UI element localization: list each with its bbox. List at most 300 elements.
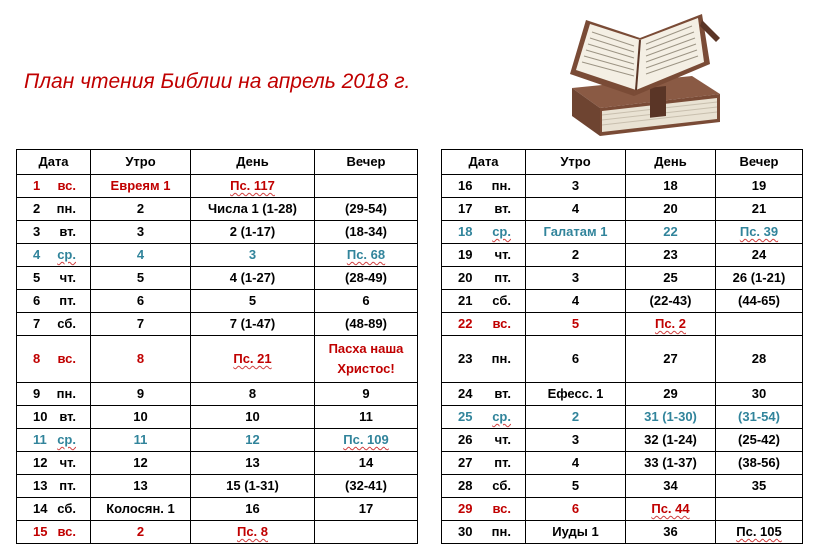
- date-number: 27: [458, 455, 473, 470]
- evening-reading-cell: [716, 244, 803, 267]
- evening-reading-cell: [716, 267, 803, 290]
- morning-reading-cell: [526, 498, 626, 521]
- date-cell: [17, 406, 91, 429]
- evening-reading: 6: [362, 293, 370, 308]
- weekday: пт.: [59, 478, 76, 493]
- evening-reading: (28-49): [345, 270, 387, 285]
- day-reading: 8: [248, 386, 257, 401]
- date-number: 15: [33, 524, 48, 539]
- header-day: День: [626, 150, 716, 175]
- morning-reading: 3: [571, 270, 580, 285]
- date-cell: [17, 221, 91, 244]
- weekday: пт.: [59, 293, 76, 308]
- table-row: [17, 521, 418, 544]
- morning-reading: 6: [571, 351, 580, 366]
- day-reading-cell: [191, 429, 315, 452]
- morning-reading: 3: [571, 432, 580, 447]
- evening-reading: (32-41): [345, 478, 387, 493]
- table-row: [442, 244, 803, 267]
- day-reading: Пс. 8: [236, 524, 269, 539]
- table-row: [17, 313, 418, 336]
- evening-reading-cell: [315, 336, 418, 383]
- morning-reading: 12: [133, 455, 148, 470]
- evening-reading-cell: [716, 313, 803, 336]
- table-row: [442, 221, 803, 244]
- date-number: 13: [33, 478, 48, 493]
- morning-reading-cell: [526, 198, 626, 221]
- day-reading: 5: [248, 293, 257, 308]
- morning-reading-cell: [91, 267, 191, 290]
- table-row: [17, 452, 418, 475]
- morning-reading-cell: [526, 244, 626, 267]
- table-row: [442, 175, 803, 198]
- weekday: чт.: [494, 432, 511, 447]
- evening-reading: Пасха наша Христос!: [328, 341, 404, 376]
- morning-reading: 3: [136, 224, 145, 239]
- morning-reading-cell: [526, 383, 626, 406]
- date-cell: [442, 290, 526, 313]
- header-day: День: [191, 150, 315, 175]
- header-date: Дата: [442, 150, 526, 175]
- table-row: [17, 406, 418, 429]
- morning-reading: Галатам 1: [543, 224, 608, 239]
- morning-reading-cell: [91, 290, 191, 313]
- day-reading: 18: [663, 178, 678, 193]
- date-number: 6: [33, 293, 41, 308]
- date-cell: [17, 498, 91, 521]
- morning-reading: Иуды 1: [552, 524, 599, 539]
- day-reading-cell: [191, 313, 315, 336]
- evening-reading: 26 (1-21): [732, 270, 786, 285]
- evening-reading-cell: [315, 267, 418, 290]
- evening-reading-cell: [315, 244, 418, 267]
- date-number: 25: [458, 409, 473, 424]
- table-row: [442, 406, 803, 429]
- evening-reading: 24: [751, 247, 767, 262]
- evening-reading-cell: [716, 198, 803, 221]
- morning-reading-cell: [91, 221, 191, 244]
- date-number: 29: [458, 501, 473, 516]
- morning-reading-cell: [91, 198, 191, 221]
- day-reading: 12: [245, 432, 260, 447]
- table-row: [17, 290, 418, 313]
- morning-reading: Евреям 1: [110, 178, 171, 193]
- date-number: 11: [33, 432, 47, 447]
- date-cell: [442, 383, 526, 406]
- date-cell: [17, 452, 91, 475]
- date-number: 19: [458, 247, 473, 262]
- evening-reading-cell: [315, 313, 418, 336]
- date-cell: [442, 198, 526, 221]
- weekday: чт.: [494, 247, 511, 262]
- day-reading: 16: [245, 501, 260, 516]
- morning-reading: 2: [136, 524, 145, 539]
- header-morning: Утро: [91, 150, 191, 175]
- evening-reading-cell: [716, 406, 803, 429]
- day-reading-cell: [191, 452, 315, 475]
- evening-reading-cell: [716, 475, 803, 498]
- evening-reading-cell: [716, 221, 803, 244]
- date-number: 30: [458, 524, 473, 539]
- date-number: 23: [458, 351, 473, 366]
- date-cell: [442, 244, 526, 267]
- evening-reading: (25-42): [738, 432, 780, 447]
- weekday: сб.: [57, 501, 76, 516]
- reading-table-left: [16, 149, 418, 544]
- morning-reading: 4: [136, 247, 145, 262]
- table-row: [17, 244, 418, 267]
- page-title: План чтения Библии на апрель 2018 г.: [24, 70, 411, 93]
- date-number: 3: [33, 224, 41, 239]
- evening-reading-cell: [315, 452, 418, 475]
- morning-reading: Колосян. 1: [106, 501, 175, 516]
- morning-reading-cell: [91, 244, 191, 267]
- evening-reading: 17: [358, 501, 374, 516]
- table-row: [442, 336, 803, 383]
- table-row: [442, 475, 803, 498]
- evening-reading-cell: [315, 429, 418, 452]
- day-reading-cell: [191, 267, 315, 290]
- weekday: пт.: [494, 270, 511, 285]
- day-reading: 32 (1-24): [644, 432, 697, 447]
- morning-reading-cell: [526, 221, 626, 244]
- weekday: ср.: [492, 409, 511, 424]
- evening-reading-cell: [716, 383, 803, 406]
- weekday: сб.: [492, 293, 511, 308]
- evening-reading: 19: [751, 178, 767, 193]
- day-reading-cell: [191, 406, 315, 429]
- day-reading-cell: [626, 313, 716, 336]
- date-cell: [442, 221, 526, 244]
- date-number: 26: [458, 432, 473, 447]
- evening-reading: 9: [362, 386, 370, 401]
- date-cell: [442, 521, 526, 544]
- morning-reading: 2: [136, 201, 145, 216]
- table-row: [17, 336, 418, 383]
- morning-reading: 8: [136, 351, 145, 366]
- evening-reading-cell: [315, 406, 418, 429]
- date-cell: [442, 429, 526, 452]
- table-row: [17, 475, 418, 498]
- evening-reading-cell: [315, 175, 418, 198]
- morning-reading-cell: [526, 267, 626, 290]
- date-cell: [442, 267, 526, 290]
- table-row: [17, 175, 418, 198]
- date-cell: [442, 313, 526, 336]
- evening-reading: 28: [751, 351, 767, 366]
- weekday: вт.: [494, 386, 511, 401]
- table-row: [442, 429, 803, 452]
- date-number: 16: [458, 178, 473, 193]
- morning-reading-cell: [91, 429, 191, 452]
- evening-reading: Пс. 105: [736, 524, 782, 539]
- day-reading: Пс. 117: [230, 178, 275, 193]
- date-number: 9: [33, 386, 41, 401]
- morning-reading-cell: [91, 498, 191, 521]
- morning-reading: 6: [136, 293, 145, 308]
- day-reading: (22-43): [649, 293, 692, 308]
- evening-reading: (29-54): [345, 201, 387, 216]
- evening-reading: 11: [359, 409, 373, 424]
- table-row: [17, 221, 418, 244]
- morning-reading: 2: [571, 409, 580, 424]
- date-number: 24: [458, 386, 473, 401]
- day-reading: 15 (1-31): [226, 478, 279, 493]
- day-reading: Пс. 2: [654, 316, 687, 331]
- evening-reading: 35: [751, 478, 767, 493]
- morning-reading: 6: [571, 501, 580, 516]
- morning-reading: 4: [571, 201, 580, 216]
- day-reading: 34: [663, 478, 678, 493]
- weekday: вс.: [57, 178, 76, 193]
- table-row: [442, 498, 803, 521]
- evening-reading-cell: [716, 290, 803, 313]
- day-reading: 23: [663, 247, 678, 262]
- morning-reading-cell: [91, 336, 191, 383]
- morning-reading-cell: [91, 313, 191, 336]
- morning-reading-cell: [526, 429, 626, 452]
- table-row: [442, 198, 803, 221]
- morning-reading: Ефесс. 1: [547, 386, 604, 401]
- morning-reading: 5: [136, 270, 145, 285]
- weekday: ср.: [57, 247, 76, 262]
- evening-reading: (38-56): [738, 455, 780, 470]
- morning-reading-cell: [526, 175, 626, 198]
- morning-reading-cell: [91, 383, 191, 406]
- header-evening: Вечер: [716, 150, 803, 175]
- morning-reading: 4: [571, 455, 580, 470]
- table-row: [17, 198, 418, 221]
- morning-reading-cell: [91, 406, 191, 429]
- evening-reading: 30: [751, 386, 767, 401]
- date-number: 10: [33, 409, 48, 424]
- day-reading: 10: [245, 409, 260, 424]
- morning-reading: 5: [571, 316, 580, 331]
- day-reading-cell: [191, 198, 315, 221]
- weekday: вс.: [492, 501, 511, 516]
- day-reading: 33 (1-37): [644, 455, 697, 470]
- date-cell: [442, 406, 526, 429]
- date-cell: [442, 498, 526, 521]
- morning-reading-cell: [526, 406, 626, 429]
- weekday: вс.: [57, 351, 76, 366]
- date-cell: [17, 383, 91, 406]
- day-reading: 25: [663, 270, 678, 285]
- evening-reading-cell: [716, 452, 803, 475]
- day-reading: 29: [663, 386, 678, 401]
- weekday: вт.: [59, 224, 76, 239]
- weekday: сб.: [492, 478, 511, 493]
- weekday: вт.: [494, 201, 511, 216]
- morning-reading-cell: [526, 521, 626, 544]
- weekday: сб.: [57, 316, 76, 331]
- day-reading: 27: [663, 351, 678, 366]
- evening-reading: (31-54): [738, 409, 780, 424]
- morning-reading: 13: [133, 478, 148, 493]
- morning-reading-cell: [91, 475, 191, 498]
- evening-reading-cell: [315, 383, 418, 406]
- weekday: пн.: [491, 524, 511, 539]
- table-row: [442, 383, 803, 406]
- weekday: чт.: [59, 270, 76, 285]
- day-reading-cell: [626, 290, 716, 313]
- day-reading: 36: [663, 524, 678, 539]
- date-number: 4: [33, 247, 41, 262]
- date-cell: [17, 290, 91, 313]
- day-reading: 31 (1-30): [644, 409, 697, 424]
- weekday: вс.: [57, 524, 76, 539]
- day-reading-cell: [191, 475, 315, 498]
- weekday: пн.: [491, 351, 511, 366]
- date-number: 2: [33, 201, 41, 216]
- evening-reading: (44-65): [738, 293, 780, 308]
- day-reading-cell: [626, 429, 716, 452]
- date-number: 8: [33, 351, 41, 366]
- date-number: 1: [33, 178, 41, 193]
- day-reading: Числа 1 (1-28): [208, 201, 297, 216]
- morning-reading: 9: [136, 386, 145, 401]
- date-number: 21: [458, 293, 473, 308]
- morning-reading-cell: [526, 475, 626, 498]
- day-reading: 13: [245, 455, 260, 470]
- day-reading: 20: [663, 201, 678, 216]
- weekday: пт.: [494, 455, 511, 470]
- day-reading-cell: [626, 498, 716, 521]
- date-number: 20: [458, 270, 473, 285]
- table-row: [17, 383, 418, 406]
- table-row: [442, 521, 803, 544]
- date-cell: [17, 521, 91, 544]
- day-reading-cell: [626, 383, 716, 406]
- morning-reading-cell: [91, 452, 191, 475]
- header-evening: Вечер: [315, 150, 418, 175]
- date-number: 22: [458, 316, 473, 331]
- day-reading: 7 (1-47): [229, 316, 276, 331]
- evening-reading: 21: [751, 201, 767, 216]
- weekday: ср.: [492, 224, 511, 239]
- weekday: пн.: [56, 386, 76, 401]
- date-cell: [17, 475, 91, 498]
- morning-reading-cell: [526, 313, 626, 336]
- evening-reading-cell: [315, 521, 418, 544]
- date-number: 5: [33, 270, 41, 285]
- header-morning: Утро: [526, 150, 626, 175]
- day-reading-cell: [191, 221, 315, 244]
- evening-reading-cell: [315, 498, 418, 521]
- date-cell: [442, 475, 526, 498]
- date-number: 18: [458, 224, 473, 239]
- date-cell: [17, 313, 91, 336]
- table-row: [17, 267, 418, 290]
- date-cell: [17, 267, 91, 290]
- morning-reading-cell: [526, 336, 626, 383]
- header-date: Дата: [17, 150, 91, 175]
- day-reading-cell: [626, 521, 716, 544]
- day-reading-cell: [626, 175, 716, 198]
- table-row: [442, 313, 803, 336]
- date-cell: [442, 175, 526, 198]
- day-reading-cell: [626, 336, 716, 383]
- day-reading-cell: [191, 290, 315, 313]
- date-cell: [442, 452, 526, 475]
- weekday: вс.: [492, 316, 511, 331]
- morning-reading-cell: [91, 175, 191, 198]
- day-reading: Пс. 21: [233, 351, 272, 366]
- day-reading-cell: [626, 267, 716, 290]
- morning-reading: 2: [571, 247, 580, 262]
- date-number: 12: [33, 455, 48, 470]
- day-reading: 2 (1-17): [229, 224, 276, 239]
- evening-reading: Пс. 109: [343, 432, 389, 447]
- day-reading-cell: [191, 498, 315, 521]
- evening-reading-cell: [716, 429, 803, 452]
- evening-reading-cell: [315, 221, 418, 244]
- evening-reading: (18-34): [345, 224, 387, 239]
- reading-table-right: [441, 149, 803, 544]
- date-number: 7: [33, 316, 41, 331]
- evening-reading: Пс. 39: [739, 224, 779, 239]
- table-row: [442, 267, 803, 290]
- weekday: пн.: [491, 178, 511, 193]
- weekday: пн.: [56, 201, 76, 216]
- date-number: 28: [458, 478, 473, 493]
- date-cell: [442, 336, 526, 383]
- day-reading-cell: [626, 221, 716, 244]
- day-reading: 4 (1-27): [229, 270, 276, 285]
- evening-reading-cell: [315, 290, 418, 313]
- evening-reading-cell: [716, 498, 803, 521]
- date-cell: [17, 198, 91, 221]
- bible-illustration: [552, 10, 727, 140]
- day-reading: 3: [248, 247, 257, 262]
- weekday: вт.: [59, 409, 76, 424]
- day-reading-cell: [191, 244, 315, 267]
- day-reading: 22: [663, 224, 678, 239]
- date-number: 17: [458, 201, 473, 216]
- day-reading-cell: [626, 198, 716, 221]
- date-number: 14: [33, 501, 48, 516]
- weekday: чт.: [59, 455, 76, 470]
- date-cell: [17, 175, 91, 198]
- morning-reading: 3: [571, 178, 580, 193]
- table-row: [442, 290, 803, 313]
- date-cell: [17, 429, 91, 452]
- evening-reading-cell: [716, 175, 803, 198]
- morning-reading: 5: [571, 478, 580, 493]
- morning-reading: 7: [136, 316, 145, 331]
- day-reading-cell: [191, 383, 315, 406]
- evening-reading-cell: [315, 475, 418, 498]
- day-reading-cell: [626, 406, 716, 429]
- weekday: ср.: [57, 432, 76, 447]
- evening-reading-cell: [315, 198, 418, 221]
- evening-reading-cell: [716, 336, 803, 383]
- day-reading-cell: [191, 521, 315, 544]
- day-reading-cell: [626, 475, 716, 498]
- day-reading-cell: [191, 175, 315, 198]
- table-row: [442, 452, 803, 475]
- morning-reading: 10: [133, 409, 148, 424]
- date-cell: [17, 336, 91, 383]
- evening-reading-cell: [716, 521, 803, 544]
- evening-reading: 14: [358, 455, 374, 470]
- morning-reading-cell: [91, 521, 191, 544]
- morning-reading: 4: [571, 293, 580, 308]
- evening-reading: Пс. 68: [346, 247, 386, 262]
- table-row: [17, 498, 418, 521]
- morning-reading-cell: [526, 290, 626, 313]
- date-cell: [17, 244, 91, 267]
